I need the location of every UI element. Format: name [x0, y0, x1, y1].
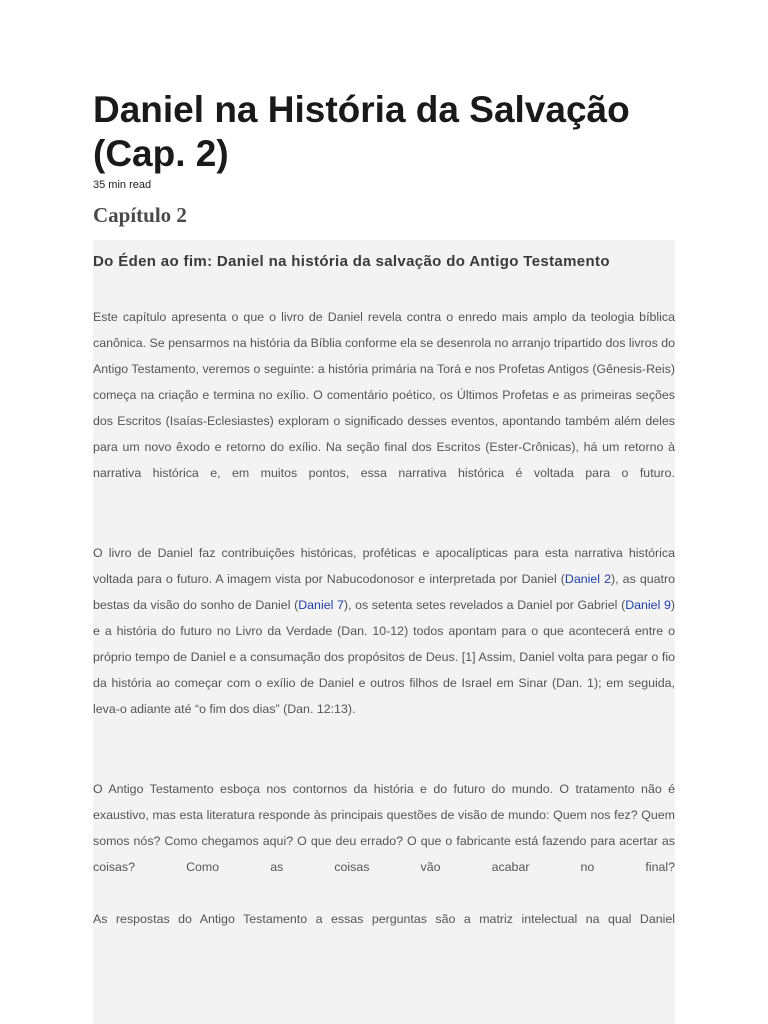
section-subtitle: Do Éden ao fim: Daniel na história da salvação do Antigo Testamento [93, 253, 610, 270]
page-title: Daniel na História da Salvação (Cap. 2) [93, 89, 630, 174]
chapter-heading: Capítulo 2 [93, 203, 187, 227]
paragraph-2-text: ), as quatro bestas da visão do sonho de Daniel ( [93, 572, 675, 612]
document-body [93, 240, 675, 1024]
paragraph-1: Este capítulo apresenta o que o livro de Daniel revela contra o enredo mais amplo da teologia bíblica canônica. Se pensarmos na história da Bíblia conforme ela se desenrola no arranjo tripartido dos livros do Antigo Testamento, veremos o seguinte: a história primária na Torá e nos Profetas Antigos (Gênesis-Reis) começa na criação e termina no exílio. O comentário poético, os Últimos Profetas e as primeiras seções dos Escritos (Isaías-Eclesiastes) exploram o significado desses eventos, apontando também além deles para um novo êxodo e retorno do exílio. Na seção final dos Escritos (Ester-Crônicas), há um retorno à narrativa histórica e, em muitos pontos, essa narrativa histórica é voltada para o futuro. [93, 310, 675, 480]
paragraph-2-text: O livro de Daniel faz contribuições históricas, proféticas e apocalípticas para esta narrativa histórica voltada para o futuro. A imagem vista por Nabucodonosor e interpretada por Daniel ( [93, 546, 675, 586]
link-daniel-2[interactable]: Daniel 2 [564, 572, 612, 586]
link-daniel-9[interactable]: Daniel 9 [625, 598, 671, 612]
paragraph-3: O Antigo Testamento esboça nos contornos da história e do futuro do mundo. O tratamento não é exaustivo, mas esta literatura responde às principais questões de visão de mundo: Quem nos fez? Quem somos nós? Como chegamos aqui? O que deu errado? O que o fabricante está fazendo para acertar as coisas? Como as coisas vão acabar no final? [93, 782, 675, 874]
link-daniel-7[interactable]: Daniel 7 [298, 598, 344, 612]
read-time: 35 min read [93, 179, 152, 191]
paragraph-4: As respostas do Antigo Testamento a essas perguntas são a matriz intelectual na qual Daniel [93, 912, 675, 926]
paragraph-2-text: ) e a história do futuro no Livro da Verdade (Dan. 10-12) todos apontam para o que acontecerá entre o próprio tempo de Daniel e a consumação dos propósitos de Deus. [1] Assim, Daniel volta para pegar o fio da história ao começar com o exílio de Daniel e outros filhos de Israel em Sinar (Dan. 1); em seguida, leva-o adiante até “o fim dos dias” (Dan. 12:13). [93, 598, 675, 716]
paragraph-2 [93, 540, 675, 722]
paragraph-2-text: ), os setenta setes revelados a Daniel por Gabriel ( [343, 598, 626, 612]
